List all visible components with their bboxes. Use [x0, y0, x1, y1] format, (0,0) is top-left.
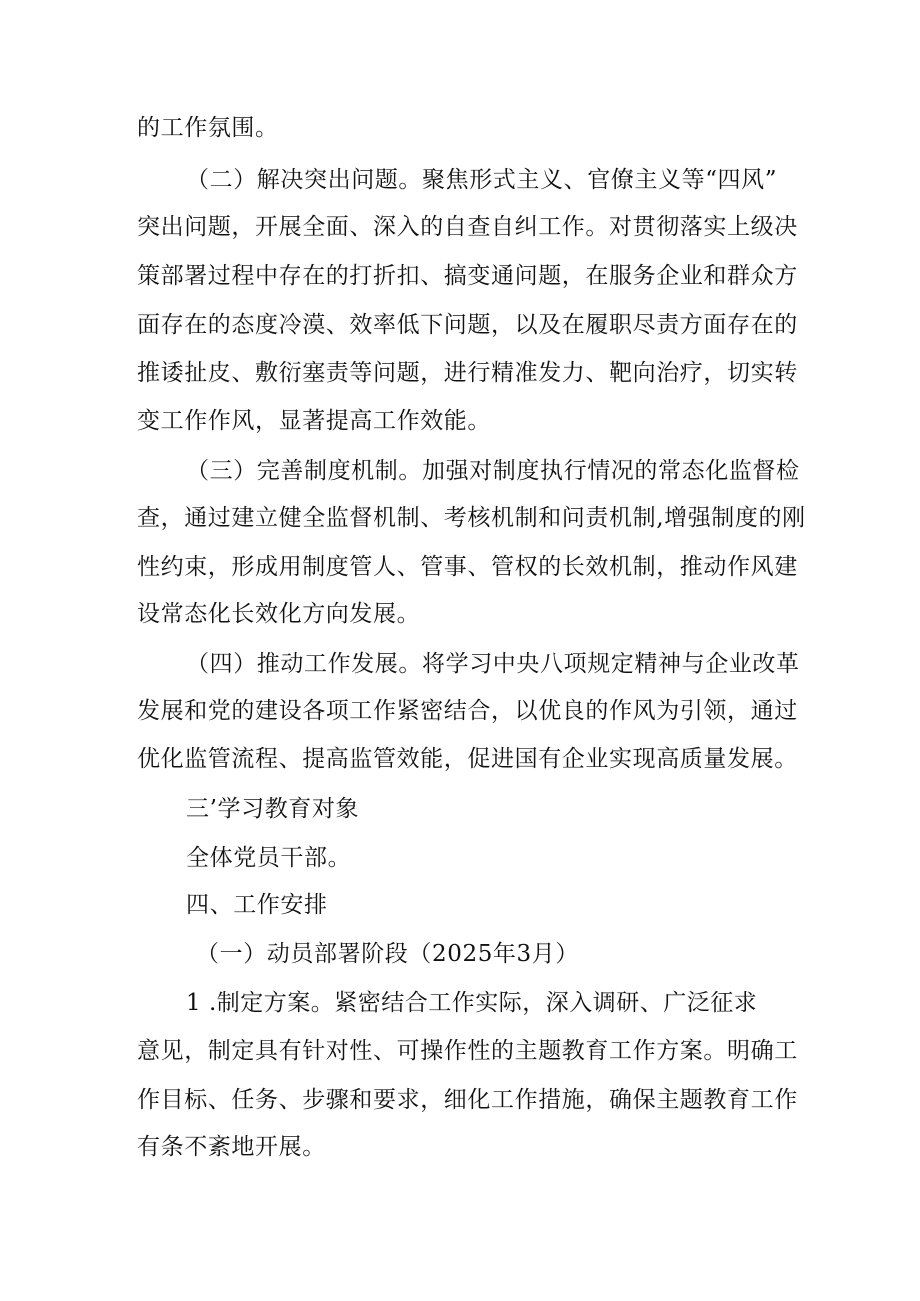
section-heading: 四、工作安排	[186, 892, 328, 918]
body-text-line: 查，通过建立健全监督机制、考核机制和问责机制,增强制度的刚	[137, 505, 806, 531]
body-text-line: 全体党员干部。	[186, 845, 352, 871]
body-text-line: 突出问题，开展全面、深入的自查自纠工作。对贯彻落实上级决	[137, 214, 798, 240]
body-text-line: 有条不紊地开展。	[137, 1134, 326, 1160]
body-text-line: 作目标、任务、步骤和要求，细化工作措施，确保主题教育工作	[137, 1087, 798, 1113]
body-text-line: 面存在的态度冷漠、效率低下问题，以及在履职尽责方面存在的	[137, 312, 798, 338]
body-text-line: 的工作氛围。	[137, 115, 279, 141]
body-text-line: 发展和党的建设各项工作紧密结合，以优良的作风为引领，通过	[137, 698, 798, 724]
body-text-line: 策部署过程中存在的打折扣、搞变通问题，在服务企业和群众方	[137, 263, 798, 289]
body-text-line: 性约束，形成用制度管人、管事、管权的长效机制，推动作风建	[137, 554, 798, 580]
body-text-line: 推诿扯皮、敷衍塞责等问题，进行精准发力、靶向治疗，切实转	[137, 360, 798, 386]
body-text-line: 优化监管流程、提高监管效能，促进国有企业实现高质量发展。	[137, 746, 798, 772]
body-text-line: 设常态化长效化方向发展。	[137, 601, 421, 627]
body-text-line: 变工作作风，显著提高工作效能。	[137, 408, 491, 434]
section-heading: 三’学习教育对象	[186, 796, 360, 822]
section-paragraph-line: （四）推动工作发展。将学习中央八项规定精神与企业改革	[186, 651, 800, 677]
section-paragraph-line: （二）解决突出问题。聚焦形式主义、官僚主义等“四风”	[186, 167, 778, 193]
numbered-item-line: 1 .制定方案。紧密结合工作实际，深入调研、广泛征求	[186, 990, 758, 1016]
body-text-line: 意见，制定具有针对性、可操作性的主题教育工作方案。明确工	[137, 1038, 798, 1064]
section-paragraph-line: （三）完善制度机制。加强对制度执行情况的常态化监督检	[186, 458, 800, 484]
subsection-heading: （一）动员部署阶段（2025年3月）	[196, 941, 579, 967]
